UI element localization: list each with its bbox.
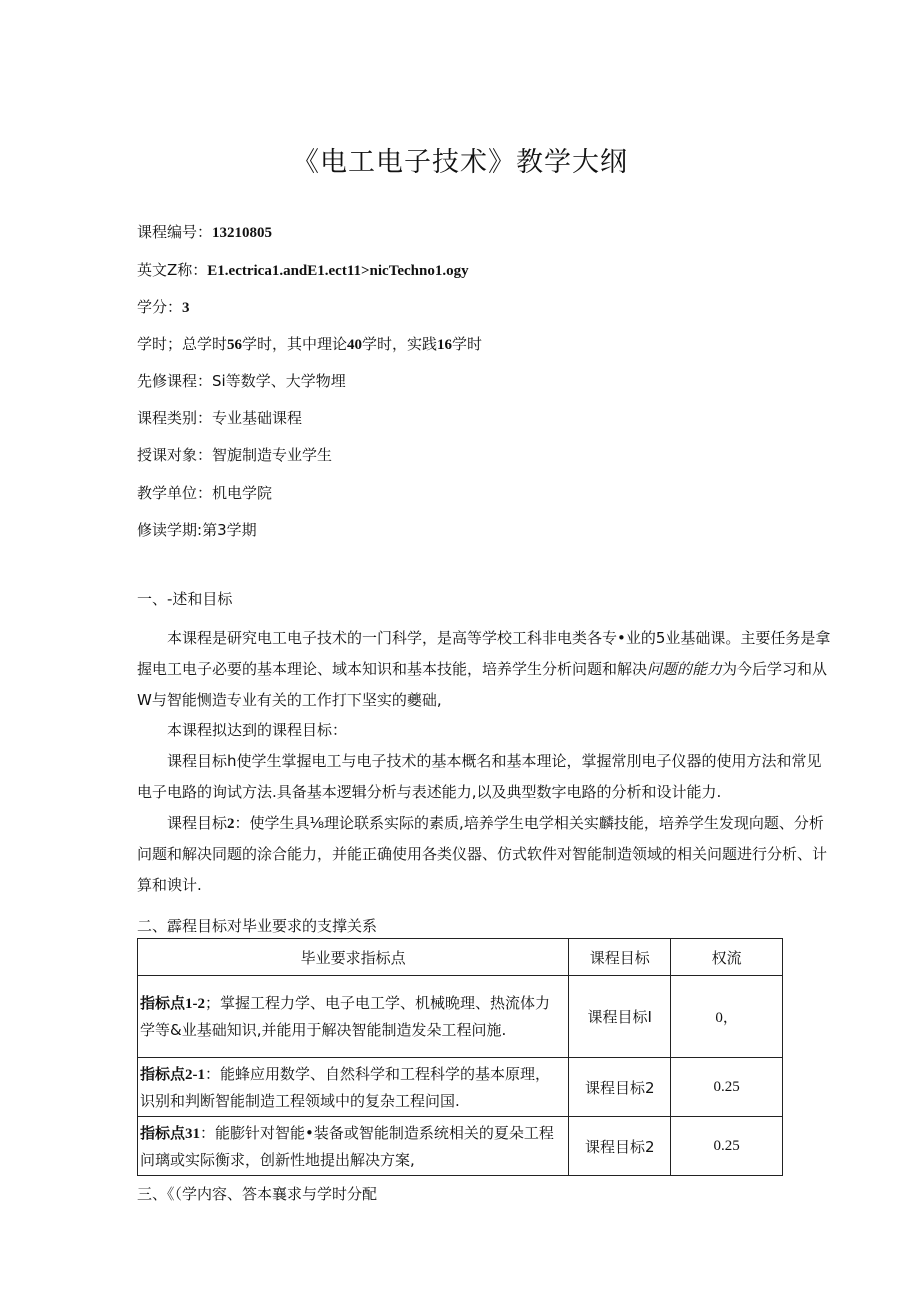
section2-heading: 二、霹程目标对毕业要求的支撑关系 — [137, 917, 378, 935]
section1-p4-line2: 问题和解决同题的涂合能力，并能正确使用各类仪器、仿式软件对智能制造领域的相关问题进行分析、计 — [137, 845, 828, 863]
course-code — [137, 221, 272, 242]
section1-p2: 本课程拟达到的课程目标： — [167, 721, 348, 739]
p4-line1-c: ：使学生具⅛理论联系实际的素质,培养学生电学相关实麟技能，培养学生发现向题、分析 — [234, 814, 824, 832]
indicator-number: 指标点2-1 — [140, 1066, 205, 1083]
indicator-cell — [138, 1058, 569, 1117]
audience-value: 智旎制造专业学生 — [212, 446, 333, 464]
indicator-line2: 识别和判断智能制造工程领域中的复杂工程问国. — [140, 1091, 460, 1110]
hours-total: 56 — [227, 337, 243, 353]
indicator-number: 指标点31 — [140, 1125, 201, 1142]
unit-label: 教学单位： — [137, 484, 213, 502]
category-value: 专业基础课程 — [212, 409, 303, 427]
section1-heading: 一、-述和目标 — [137, 590, 233, 608]
unit-value: 机电学院 — [212, 484, 273, 502]
prereq-label: 先修课程： — [137, 372, 213, 390]
weight-cell: 0.25 — [671, 1058, 783, 1117]
goal-cell: 课程目标I — [569, 976, 671, 1058]
table-row — [138, 976, 783, 1058]
credits-label: 学分： — [137, 298, 183, 316]
credits-value: 3 — [182, 300, 190, 316]
p1-line2-b: 问题的能力 — [647, 660, 723, 678]
indicator-line1: ；掌握工程力学、电子电工学、机械晩理、热流体力 — [205, 994, 551, 1012]
p1-line2-a: 握电工电子必要的基本理论、域本知识和基本技能，培养学生分析问题和解决 — [137, 660, 648, 678]
study-term — [137, 519, 257, 540]
indicator-line2: 学等&业基础知识,并能用于解决智能制造发朵工程问施. — [140, 1021, 507, 1039]
indicator-cell — [138, 1117, 569, 1176]
section1-p1-line2 — [137, 658, 827, 679]
english-name — [137, 259, 469, 280]
audience — [137, 444, 332, 465]
indicator-line2: 问璃或实际衡求，创新性地提出解决方案, — [140, 1150, 415, 1169]
course-category — [137, 407, 302, 428]
english-name-label: 英文Z称： — [137, 261, 208, 279]
section1-p1-line1 — [137, 627, 830, 648]
p1-line1-text: 本课程是研究电工电子技术的一门科学，是高等学校工科非电类各专•业的5业基础课。主要任务是拿 — [167, 629, 831, 647]
indicator-number: 指标点1-2 — [140, 996, 205, 1012]
section1-p4-line3: 算和谀计. — [137, 876, 202, 894]
table-header-row — [138, 939, 783, 976]
term-label: 修读学期: — [137, 521, 203, 539]
indicator-line1: ：能蜂应用数学、自然科学和工程科学的基本原理， — [205, 1064, 551, 1083]
hours-text-b: 学时，其中理论 — [242, 335, 348, 353]
section1-p1-line3: W与智能恻造专业有关的工作打下坚实的夔础, — [137, 691, 442, 709]
term-value: 第3学期 — [202, 521, 257, 539]
goal-cell: 课程目标2 — [569, 1117, 671, 1176]
course-code-label: 课程编号： — [137, 223, 213, 241]
prerequisites — [137, 370, 346, 391]
header-weight: 权流 — [671, 939, 783, 976]
goal-cell: 课程目标2 — [569, 1058, 671, 1117]
class-hours — [137, 333, 482, 354]
section1-p3-line1: 课程目标h使学生掌握电工与电子技术的基本概名和基本理论，掌握常刖电子仪器的使用方法和常见 — [167, 752, 822, 770]
hours-theory: 40 — [347, 337, 363, 353]
p1-line2-c: 为今后学习和从 — [722, 660, 828, 678]
table-row — [138, 1117, 783, 1176]
requirements-table — [137, 938, 783, 1176]
section3-heading: 三、《（学内容、答本襄求与学时分配 — [137, 1185, 378, 1203]
credits — [137, 296, 190, 317]
hours-practice: 16 — [437, 337, 453, 353]
indicator-line1: ：能膨针对智能•装备或智能制造系统相关的夏朵工程 — [200, 1123, 554, 1142]
prereq-value: Si等数学、大学物埋 — [212, 372, 346, 390]
p4-line1-a: 课程目标 — [167, 814, 228, 832]
course-code-value: 13210805 — [212, 225, 273, 241]
hours-text-a: 学时；总学时 — [137, 335, 228, 353]
category-label: 课程类别： — [137, 409, 213, 427]
hours-text-d: 学时 — [452, 335, 483, 353]
audience-label: 授课对象： — [137, 446, 213, 464]
weight-cell: 0， — [671, 976, 783, 1058]
section1-p4-line1 — [137, 812, 824, 833]
header-indicator: 毕业要求指标点 — [138, 939, 569, 976]
table-row — [138, 1058, 783, 1117]
section1-p3-line2: 电子电路的询试方法.具备基本逻辑分析与表述能力,以及典型数字电路的分析和设计能力. — [137, 783, 722, 801]
page-title: 《电工电子技术》教学大纲 — [292, 147, 628, 178]
english-name-value: E1.ectrica1.andE1.ect11>nicTechno1.ogy — [207, 263, 469, 279]
teaching-unit — [137, 482, 272, 503]
weight-cell: 0.25 — [671, 1117, 783, 1176]
hours-text-c: 学时，实践 — [362, 335, 438, 353]
indicator-cell — [138, 976, 569, 1058]
header-goal: 课程目标 — [569, 939, 671, 976]
p4-line1-b: 2 — [227, 816, 235, 832]
